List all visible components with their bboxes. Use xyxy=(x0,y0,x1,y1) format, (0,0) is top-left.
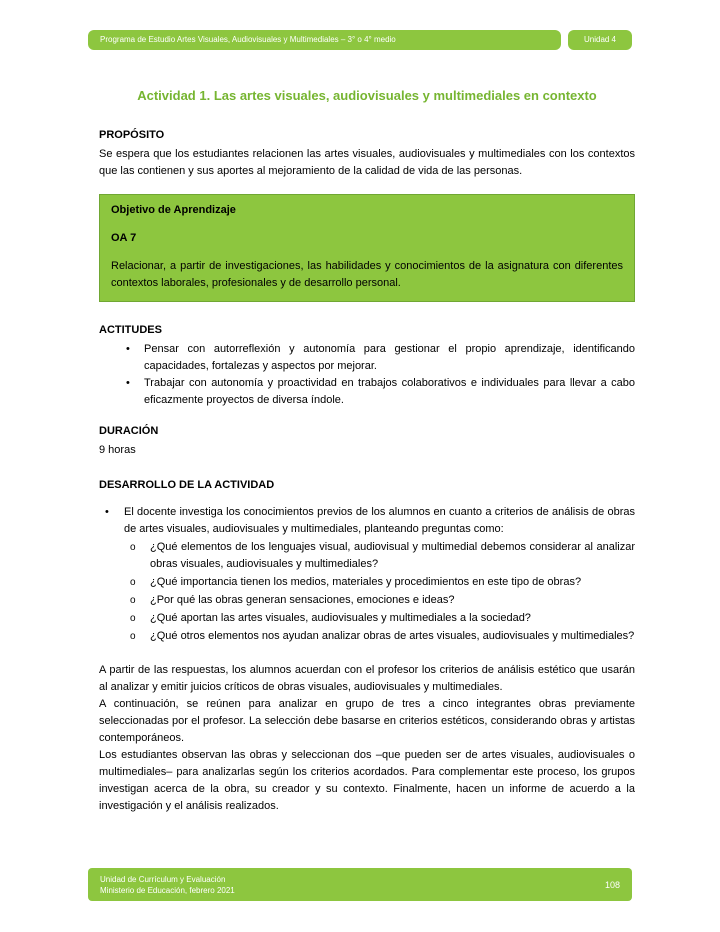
desarrollo-heading: DESARROLLO DE LA ACTIVIDAD xyxy=(99,479,275,491)
header-program-title: Programa de Estudio Artes Visuales, Audiovisuales y Multimediales – 3° o 4° medio xyxy=(100,35,396,44)
footer-line-1: Unidad de Currículum y Evaluación xyxy=(100,874,226,884)
question-item-2: o ¿Qué importancia tienen los medios, materiales y procedimientos en este tipo de obras? xyxy=(128,574,635,591)
actitudes-heading: ACTITUDES xyxy=(99,324,162,336)
question-item-3: o ¿Por qué las obras generan sensaciones, emociones e ideas? xyxy=(128,592,635,609)
objective-code: OA 7 xyxy=(111,232,137,244)
desarrollo-paragraph-1: A partir de las respuestas, los alumnos acuerdan con el profesor los criterios de análisis estético que usarán al analizar y emitir juicios críticos de obras visuales, audiovisuales y multimediales. xyxy=(99,664,635,693)
objective-box-heading: Objetivo de Aprendizaje xyxy=(111,204,236,216)
actitud-item-2: • Trabajar con autonomía y proactividad en trabajos colaborativos e individuales para llevar a cabo eficazmente proyectos de diversa índole. xyxy=(122,375,635,409)
footer-line-2: Ministerio de Educación, febrero 2021 xyxy=(100,885,235,895)
page-number: 108 xyxy=(604,879,620,890)
actitudes-list xyxy=(122,341,635,409)
desarrollo-lead-bullet: • El docente investiga los conocimientos previos de los alumnos en cuanto a criterios de análisis de obras de artes visuales, audiovisuales y multimediales, planteando preguntas como: xyxy=(104,504,635,538)
duracion-heading: DURACIÓN xyxy=(99,425,159,437)
desarrollo-lead-list xyxy=(104,504,635,538)
objective-body: Relacionar, a partir de investigaciones, las habilidades y conocimientos de la asignatura con diferentes contextos laborales, profesionales y de desarrollo personal. xyxy=(111,260,623,289)
desarrollo-questions-list xyxy=(128,539,635,645)
desarrollo-paragraph-2: A continuación, se reúnen para analizar en grupo de tres a cinco integrantes obras previamente seleccionadas por el profesor. La selección debe basarse en criterios estéticos, considerando obras y artistas contemporáneos. xyxy=(99,698,635,744)
header-unit-label: Unidad 4 xyxy=(583,35,617,44)
activity-title: Actividad 1. Las artes visuales, audiovisuales y multimediales en contexto xyxy=(137,88,597,103)
question-item-1: o ¿Qué elementos de los lenguajes visual, audiovisual y multimedial debemos considerar al analizar obras visuales, audiovisuales y multimediales? xyxy=(128,539,635,573)
objective-box xyxy=(99,194,635,302)
duracion-body: 9 horas xyxy=(99,444,136,456)
proposito-body: Se espera que los estudiantes relacionen las artes visuales, audiovisuales y multimediales con los contextos que las contienen y sus aportes al mejoramiento de la calidad de vida de las personas. xyxy=(99,148,635,177)
actitud-item-1: • Pensar con autorreflexión y autonomía para gestionar el propio aprendizaje, identificando capacidades, fortalezas y aspectos por mejorar. xyxy=(122,341,635,375)
footer-department xyxy=(100,874,235,896)
page-footer xyxy=(88,868,632,901)
question-item-4: o ¿Qué aportan las artes visuales, audiovisuales y multimediales a la sociedad? xyxy=(128,610,635,627)
proposito-heading: PROPÓSITO xyxy=(99,129,165,141)
question-item-5: o ¿Qué otros elementos nos ayudan analizar obras de artes visuales, audiovisuales y multimediales? xyxy=(128,628,635,645)
desarrollo-paragraph-3: Los estudiantes observan las obras y seleccionan dos –que pueden ser de artes visuales, audiovisuales o multimediales– para analizarlas según los criterios acordados. Para complementar este proceso, los grupos investigan acerca de la obra, su creador y su contexto. Finalmente, hacen un informe de acuerdo a la investigación y el análisis realizados. xyxy=(99,749,635,812)
document-content xyxy=(99,0,635,815)
